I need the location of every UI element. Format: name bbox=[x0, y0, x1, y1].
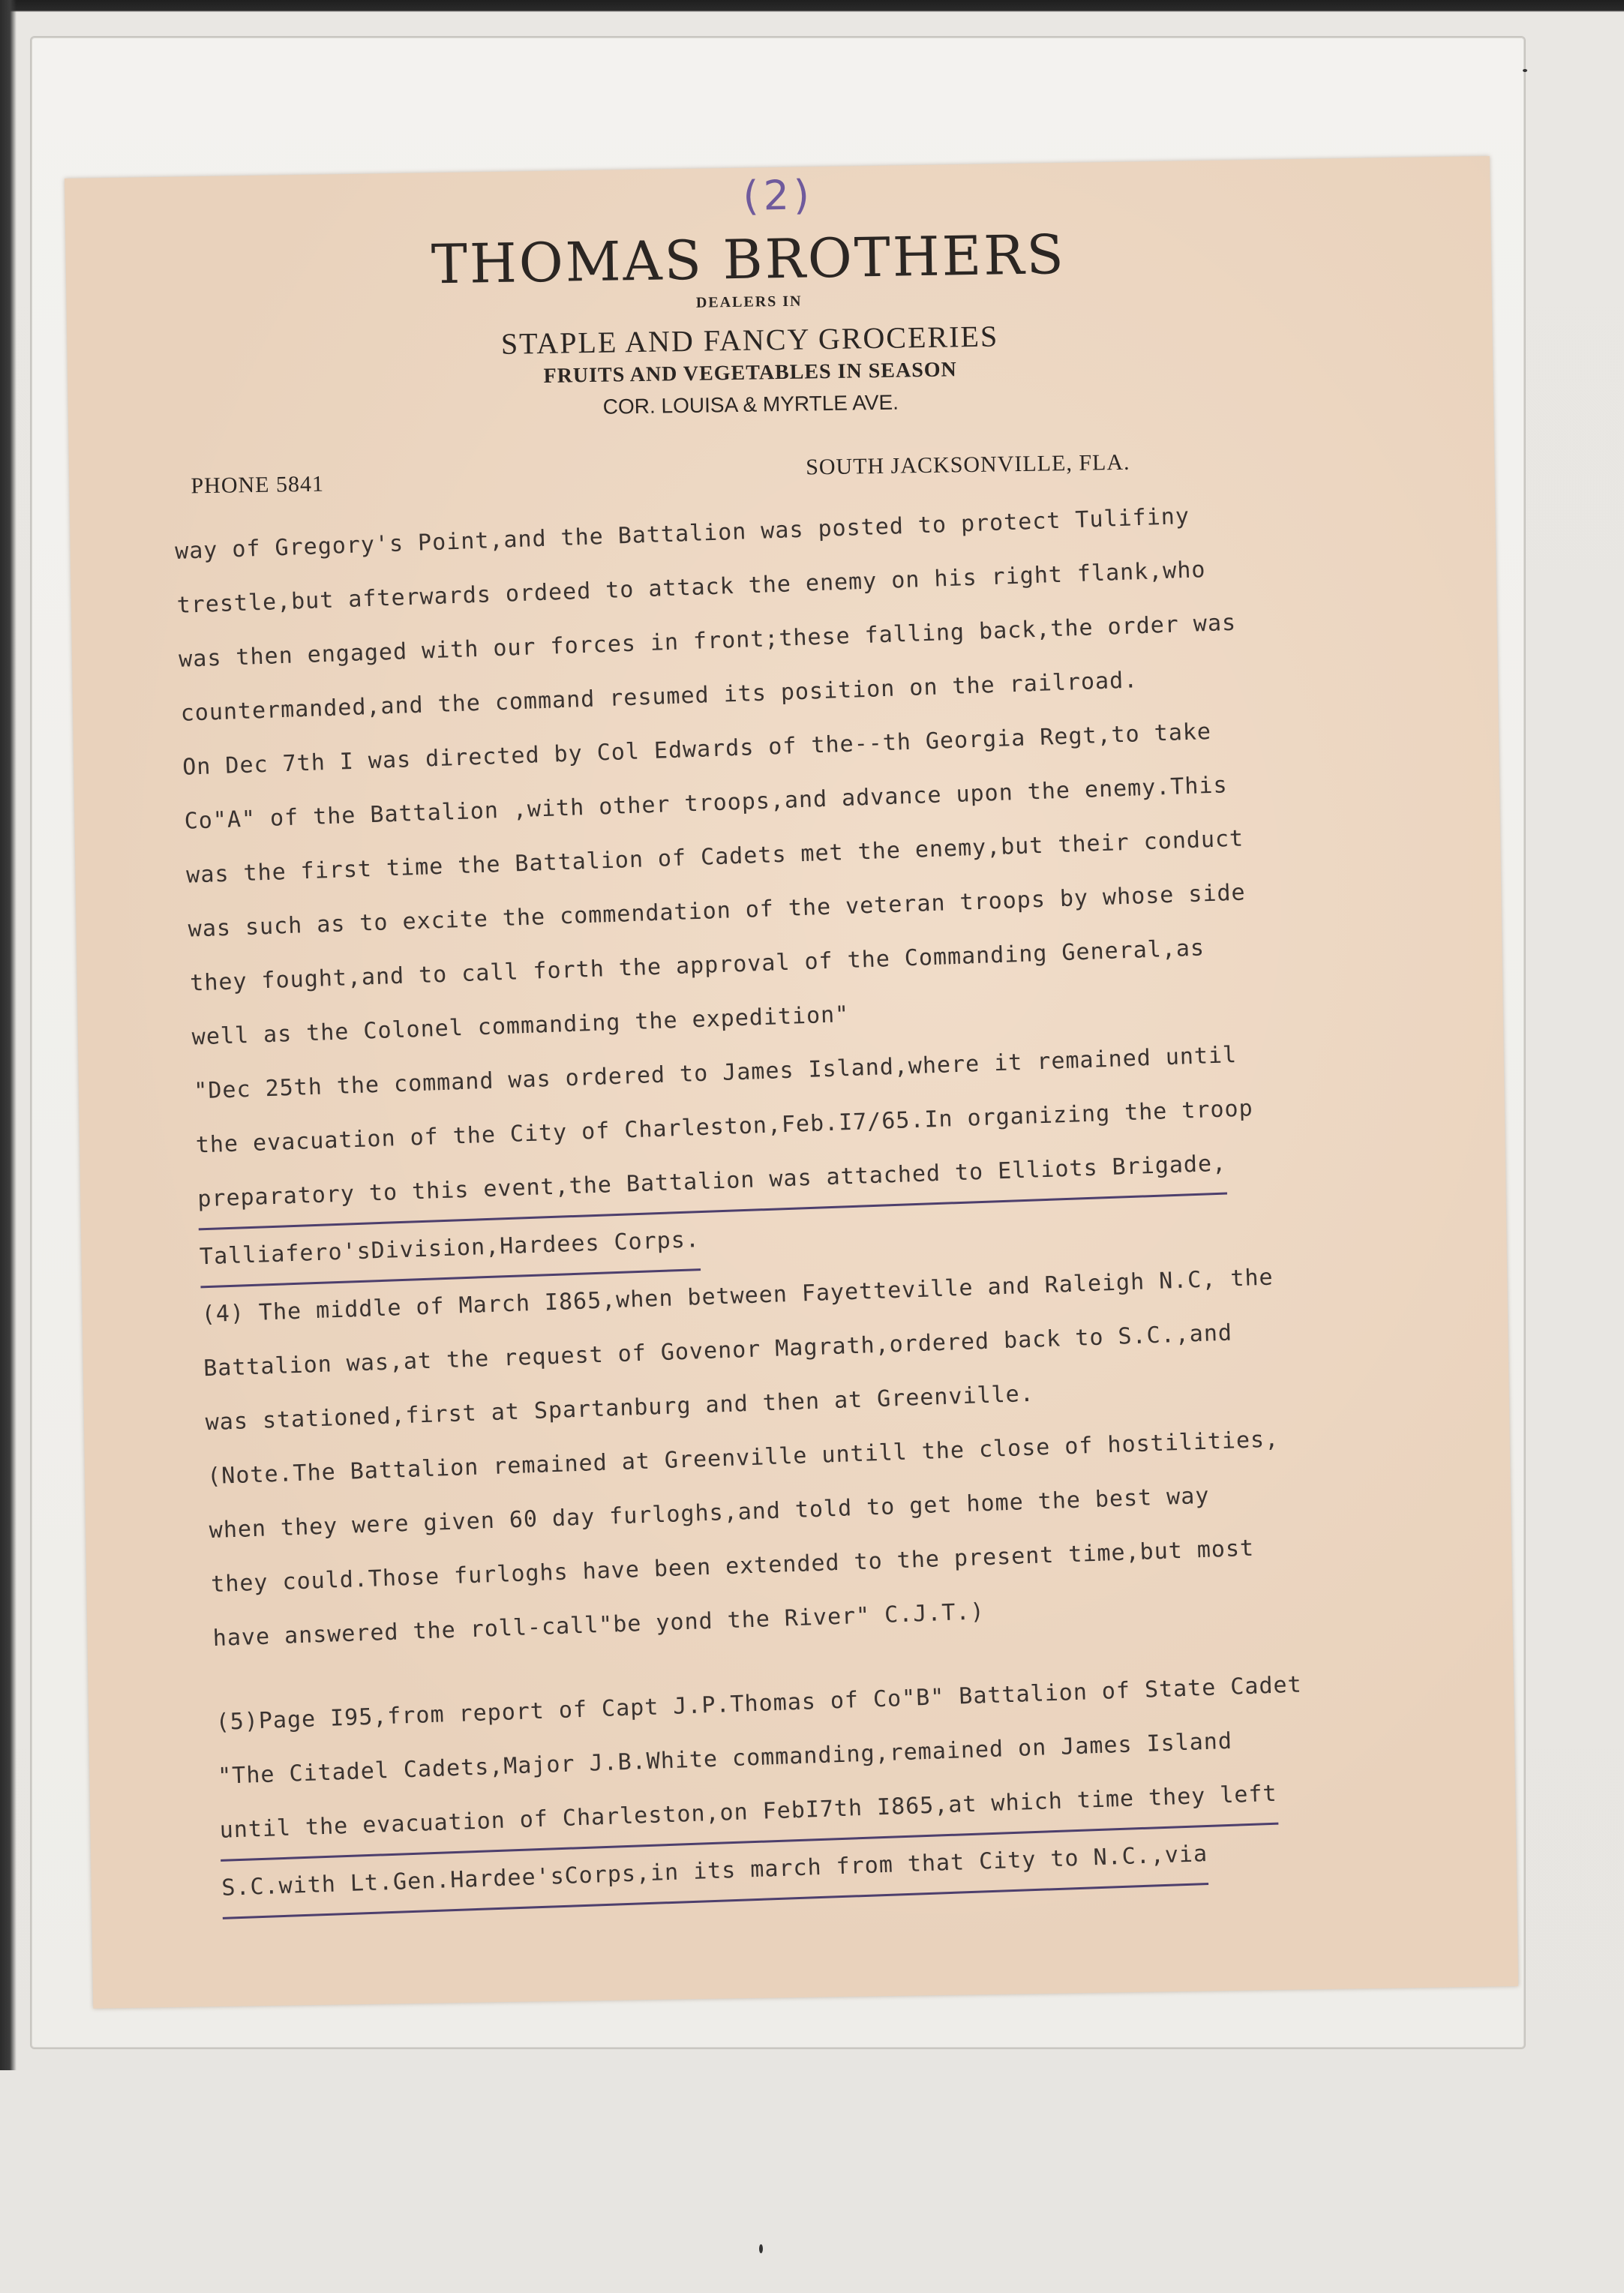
text-line: Co"A" of the Battalion ,with other troops,and advance upon the enemy.This bbox=[184, 772, 1229, 835]
text-line: was the first time the Battalion of Cadets met the enemy,but their conduct bbox=[185, 825, 1244, 889]
text-line-underlined: until the evacuation of Charleston,on FebI7th I865,at which time they left bbox=[219, 1767, 1278, 1862]
text-line: "Dec 25th the command was ordered to James Island,where it remained until bbox=[193, 1041, 1238, 1105]
text-line: way of Gregory's Point,and the Battalion was posted to protect Tulifiny bbox=[174, 503, 1190, 565]
typed-body bbox=[174, 481, 1497, 1919]
scan-edge-shadow bbox=[0, 0, 17, 2070]
text-line: countermanded,and the command resumed its position on the railroad. bbox=[180, 667, 1139, 727]
text-line: was stationed,first at Spartanburg and then at Greenville. bbox=[205, 1380, 1035, 1436]
text-line: they fought,and to call forth the approval of the Commanding General,as bbox=[189, 935, 1205, 997]
text-line: (4) The middle of March I865,when between Fayetteville and Raleigh N.C, the bbox=[201, 1264, 1274, 1328]
letterhead-company: THOMAS BROTHERS bbox=[431, 223, 1067, 296]
text-line: have answered the roll-call"be yond the River" C.J.T.) bbox=[212, 1598, 986, 1652]
text-line-underlined: Talliafero'sDivision,Hardees Corps. bbox=[199, 1213, 701, 1288]
scan-speck bbox=[759, 2244, 763, 2253]
text-line: On Dec 7th I was directed by Col Edwards of the--th Georgia Regt,to take bbox=[182, 718, 1212, 781]
letterhead-groceries: STAPLE AND FANCY GROCERIES bbox=[500, 319, 999, 361]
page-number-annotation: (2) bbox=[742, 171, 815, 220]
letterhead-fruits: FRUITS AND VEGETABLES IN SEASON bbox=[543, 358, 958, 388]
letterhead-dealers: DEALERS IN bbox=[695, 293, 803, 311]
text-line: (5)Page I95,from report of Capt J.P.Thomas of Co"B" Battalion of State Cadet bbox=[215, 1671, 1303, 1736]
text-line: was such as to excite the commendation of the veteran troops by whose side bbox=[188, 879, 1247, 943]
text-line: was then engaged with our forces in front;these falling back,the order was bbox=[178, 609, 1237, 673]
text-line: "The Citadel Cadets,Major J.B.White commanding,remained on James Island bbox=[217, 1727, 1233, 1790]
text-line-underlined: preparatory to this event,the Battalion was attached to Elliots Brigade, bbox=[197, 1137, 1227, 1231]
text-line: trestle,but afterwards ordeed to attack the enemy on his right flank,who bbox=[176, 557, 1206, 619]
letterhead-phone: PHONE 5841 bbox=[191, 471, 325, 499]
letterhead-city: SOUTH JACKSONVILLE, FLA. bbox=[805, 449, 1130, 480]
text-line-underlined: S.C.with Lt.Gen.Hardee'sCorps,in its march from that City to N.C.,via bbox=[221, 1827, 1208, 1919]
text-line: (Note.The Battalion remained at Greenville untill the close of hostilities, bbox=[206, 1426, 1280, 1490]
text-line: the evacuation of the City of Charleston,Feb.I7/65.In organizing the troop bbox=[195, 1095, 1254, 1159]
text-line: they could.Those furloghs have been extended to the present time,but most bbox=[210, 1535, 1255, 1598]
text-line: well as the Colonel commanding the expedition" bbox=[191, 1001, 850, 1051]
text-line: when they were given 60 day furloghs,and told to get home the best way bbox=[209, 1482, 1210, 1544]
letterhead-address: COR. LOUISA & MYRTLE AVE. bbox=[602, 390, 899, 419]
scan-speck bbox=[1523, 69, 1527, 72]
text-line: Battalion was,at the request of Govenor Magrath,ordered back to S.C.,and bbox=[203, 1319, 1233, 1382]
